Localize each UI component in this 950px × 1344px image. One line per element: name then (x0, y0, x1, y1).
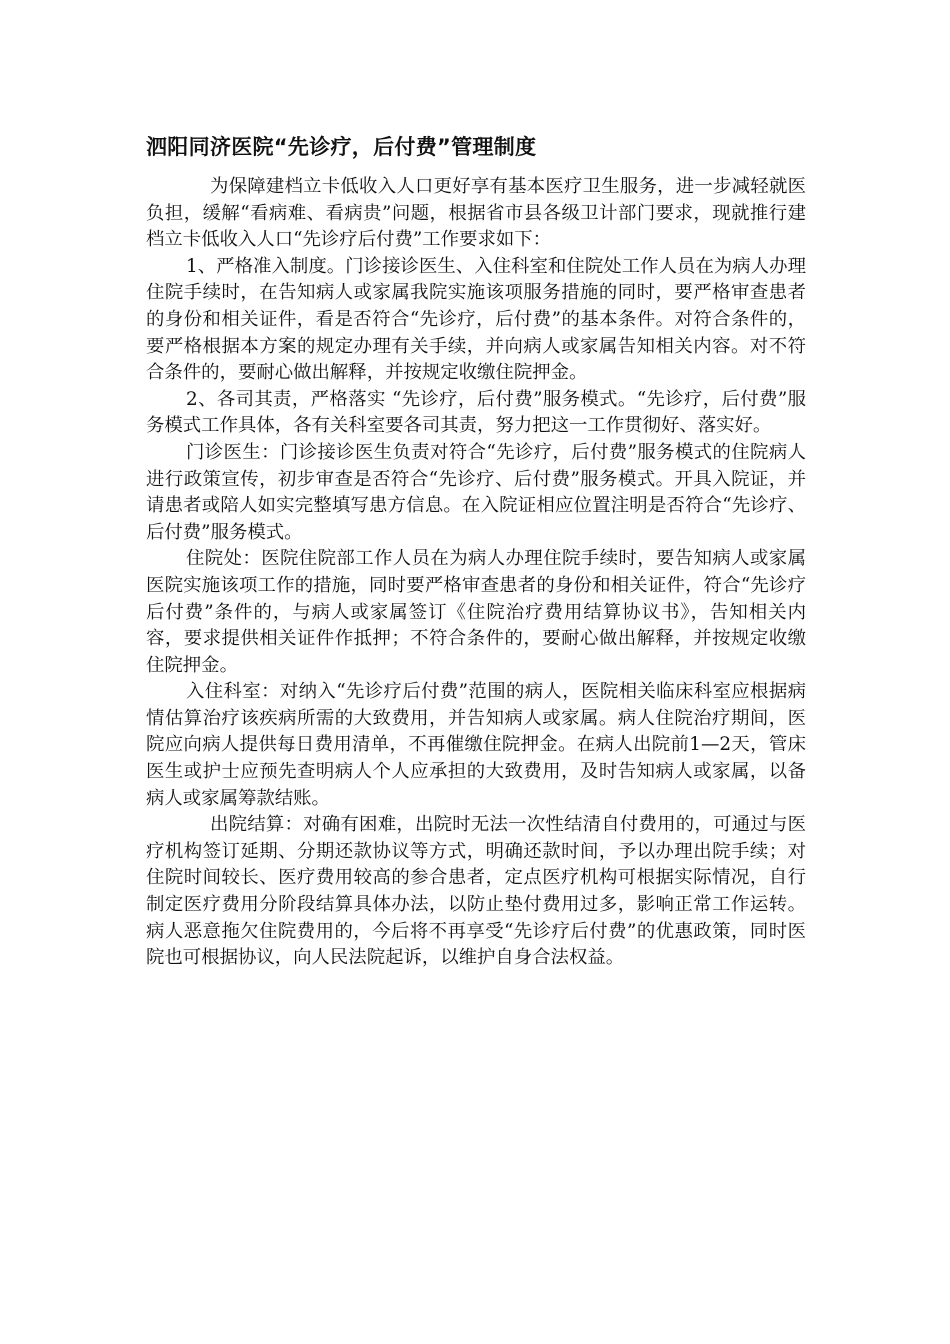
document-page (146, 132, 806, 972)
paragraph-outpatient-doctor: 门诊医生：门诊接诊医生负责对符合“先诊疗，后付费”服务模式的住院病人进行政策宣传，初步审查是否符合“先诊疗、后付费”服务模式。开具入院证，并请患者或陪人如实完整填写患方信息。在入院证相应位置注明是否符合“先诊疗、后付费”服务模式。 (146, 441, 806, 543)
paragraph-inpatient-department: 入住科室：对纳入“先诊疗后付费”范围的病人，医院相关临床科室应根据病情估算治疗该疾病所需的大致费用，并告知病人或家属。病人住院治疗期间，医院应向病人提供每日费用清单，不再催缴住院押金。在病人出院前1—2天，管床医生或护士应预先查明病人个人应承担的大致费用，及时告知病人或家属，以备病人或家属筹款结账。 (146, 681, 806, 809)
paragraph-discharge-settlement: 出院结算：对确有困难，出院时无法一次性结清自付费用的，可通过与医疗机构签订延期、分期还款协议等方式，明确还款时间，予以办理出院手续；对住院时间较长、医疗费用较高的参合患者，定点医疗机构可根据实际情况，自行制定医疗费用分阶段结算具体办法，以防止垫付费用过多，影响正常工作运转。病人恶意拖欠住院费用的，今后将不再享受“先诊疗后付费”的优惠政策，同时医院也可根据协议，向人民法院起诉，以维护自身合法权益。 (146, 814, 806, 969)
paragraph-responsibilities: 2、各司其责，严格落实 “先诊疗，后付费”服务模式。“先诊疗，后付费”服务模式工作具体，各有关科室要各司其责，努力把这一工作贯彻好、落实好。 (146, 388, 806, 437)
paragraph-admission-office: 住院处：医院住院部工作人员在为病人办理住院手续时，要告知病人或家属医院实施该项工作的措施，同时要严格审查患者的身份和相关证件，符合“先诊疗后付费”条件的，与病人或家属签订《住院治疗费用结算协议书》，告知相关内容，要求提供相关证件作抵押；不符合条件的，要耐心做出解释，并按规定收缴住院押金。 (146, 548, 806, 676)
paragraph-admission-system: 1、严格准入制度。门诊接诊医生、入住科室和住院处工作人员在为病人办理住院手续时，在告知病人或家属我院实施该项服务措施的同时，要严格审查患者的身份和相关证件，看是否符合“先诊疗，后付费”的基本条件。对符合条件的，要严格根据本方案的规定办理有关手续，并向病人或家属告知相关内容。对不符合条件的，要耐心做出解释，并按规定收缴住院押金。 (146, 255, 806, 384)
paragraph-intro: 为保障建档立卡低收入人口更好享有基本医疗卫生服务，进一步减轻就医负担，缓解“看病难、看病贵”问题，根据省市县各级卫计部门要求，现就推行建档立卡低收入人口“先诊疗后付费”工作要求如下： (146, 176, 806, 251)
document-title: 泗阳同济医院“先诊疗，后付费”管理制度 (146, 135, 537, 159)
